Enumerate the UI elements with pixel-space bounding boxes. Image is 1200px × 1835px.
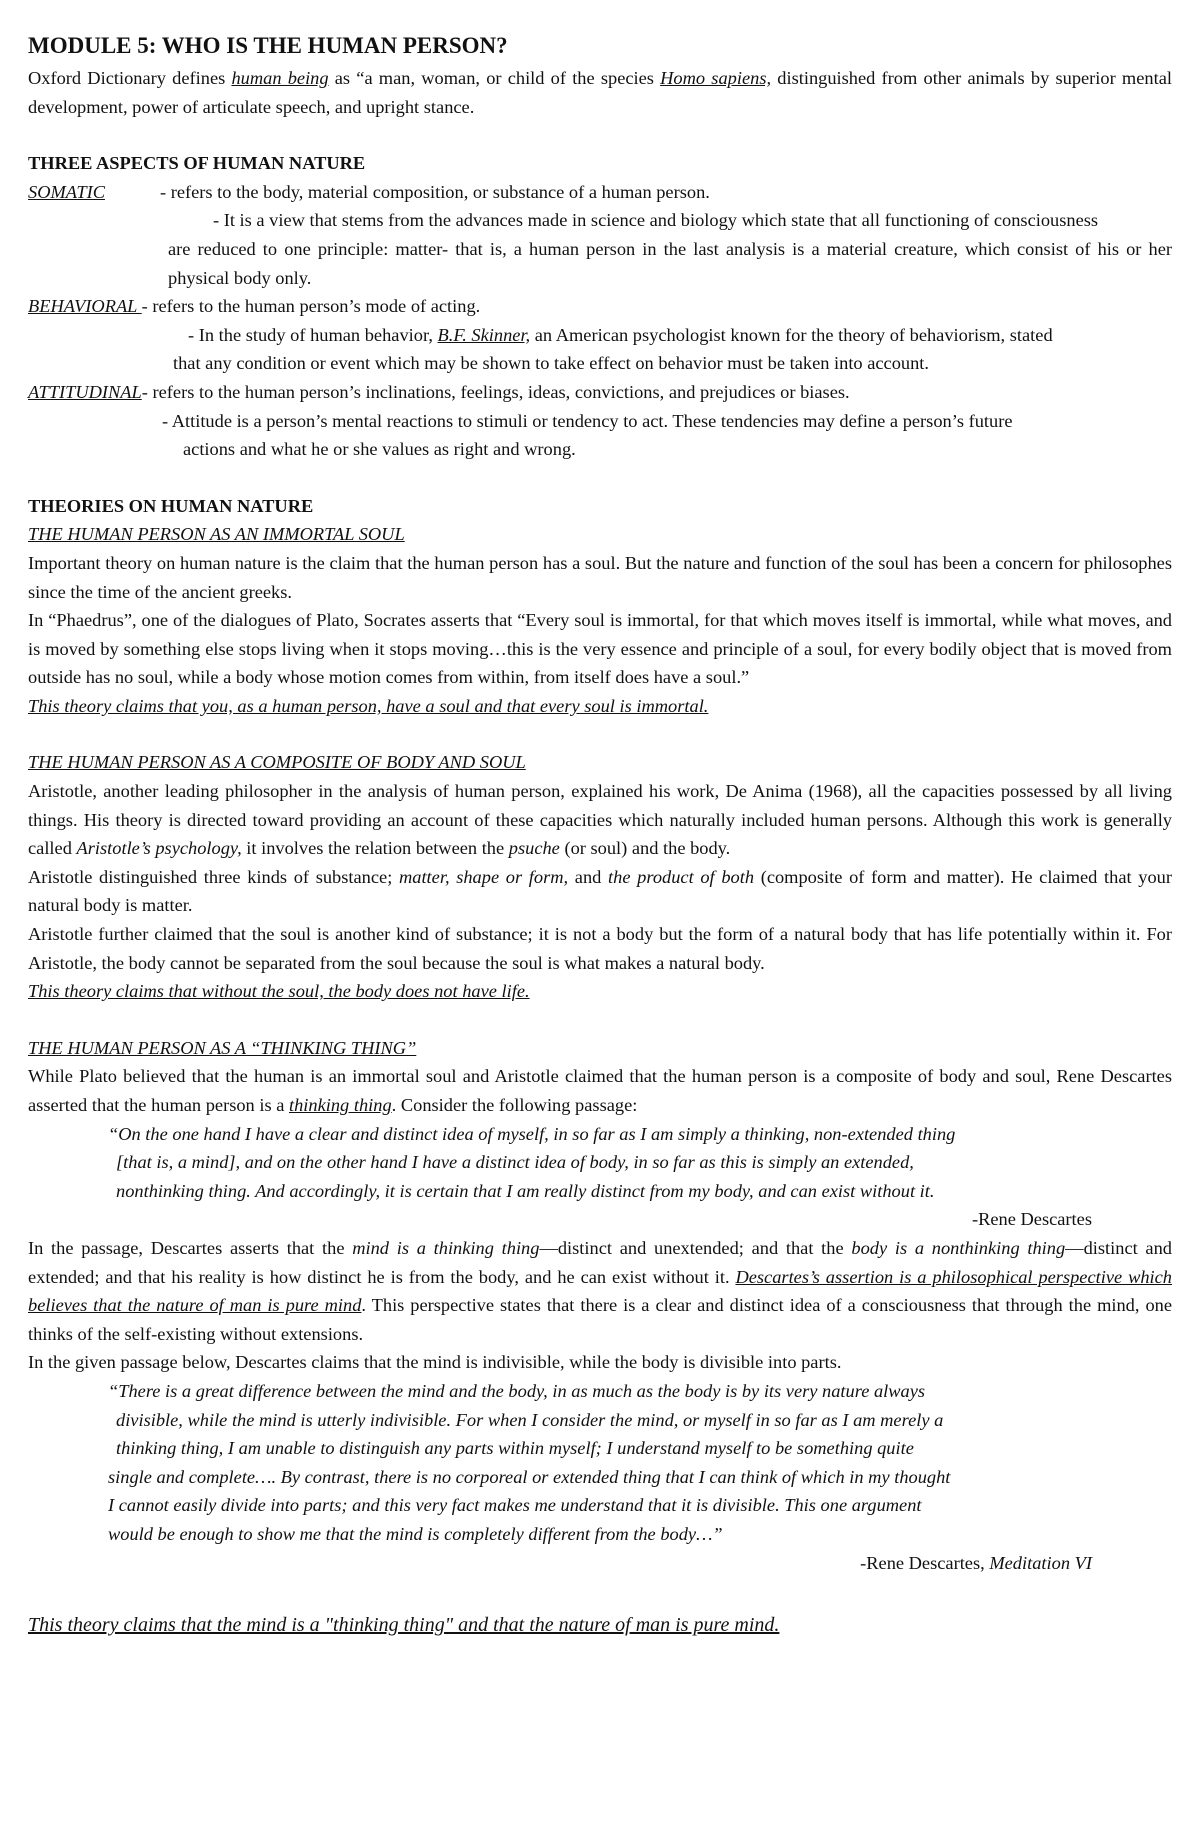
intro-text: as “a man, woman, or child of the species: [328, 68, 661, 88]
quote-2-attribution: [28, 1549, 1172, 1578]
thinking-thing-heading: THE HUMAN PERSON AS A “THINKING THING”: [28, 1037, 417, 1058]
meditation-title: Meditation VI: [989, 1552, 1092, 1573]
psuche-term: psuche: [508, 838, 560, 859]
composite-claim: This theory claims that without the soul, the body does not have life.: [28, 981, 530, 1002]
immortal-soul-paragraph-1: Important theory on human nature is the claim that the human person has a soul. But the nature and function of the soul has been a concern for philosophes since the time of the ancient greeks.: [28, 552, 1172, 602]
product-term: the product of both: [608, 866, 755, 887]
behavioral-term: BEHAVIORAL: [28, 296, 142, 317]
quote-line: would be enough to show me that the mind is completely different from the body…”: [108, 1523, 723, 1544]
thinking-thing-term: thinking thing: [288, 1095, 392, 1115]
thinking-thing-claim: This theory claims that the mind is a "thinking thing" and that the nature of man is pure mind.: [28, 1614, 780, 1637]
behavioral-detail-1: [28, 321, 1172, 350]
definition-text: - refers to the body, material composition, or substance of a human person.: [160, 181, 710, 202]
somatic-definition: [28, 178, 1172, 207]
quote-line: “On the one hand I have a clear and distinct idea of myself, in so far as I am simply a thinking, non-extended thing: [108, 1123, 956, 1144]
module-title: MODULE 5: WHO IS THE HUMAN PERSON?: [28, 33, 508, 58]
detail-text: an American psychologist known for the theory of behaviorism, stated: [530, 324, 1053, 345]
intro-text: Oxford Dictionary defines: [28, 68, 232, 88]
somatic-detail-1: - It is a view that stems from the advances made in science and biology which state that all functioning of consciousness: [213, 210, 1099, 231]
thinking-paragraph-2: [28, 1234, 1172, 1348]
immortal-soul-heading: THE HUMAN PERSON AS AN IMMORTAL SOUL: [28, 524, 405, 545]
mind-term: mind is a thinking thing: [352, 1237, 540, 1258]
skinner-name: B.F. Skinner,: [437, 324, 531, 345]
definition-text: - refers to the human person’s inclinations, feelings, ideas, convictions, and prejudices or biases.: [141, 381, 850, 402]
paragraph-text: . This perspective states that there is a clear and distinct idea of a consciousness that through the mind, one thinks of the self-existing without extensions.: [28, 1295, 1172, 1344]
behavioral-detail-2: that any condition or event which may be shown to take effect on behavior must be taken into account.: [173, 353, 930, 374]
quote-line: [that is, a mind], and on the other hand I have a distinct idea of body, in so far as this is simply an extended,: [116, 1152, 914, 1173]
composite-paragraph-1: [28, 777, 1172, 863]
paragraph-text: Aristotle distinguished three kinds of substance;: [28, 866, 399, 887]
intro-text: distinguished from other animals by superior mental development, power of articulate speech, and upright stance.: [28, 68, 1172, 117]
somatic-term: SOMATIC: [28, 181, 105, 202]
thinking-paragraph-1: [28, 1062, 1172, 1119]
descartes-quote-1: [28, 1120, 1172, 1206]
quote-line: I cannot easily divide into parts; and this very fact makes me understand that it is divisible. This one argument: [108, 1495, 922, 1516]
substance-terms: matter, shape or form,: [398, 866, 569, 887]
attitudinal-detail-2: actions and what he or she values as right and wrong.: [183, 439, 576, 460]
immortal-soul-paragraph-2: In “Phaedrus”, one of the dialogues of Plato, Socrates asserts that “Every soul is immortal, for that which moves itself is immortal, while what moves, and is moved by something else stops living when it stops moving…this is the very essence and principle of a soul, for every bodily object that is moved from outside has no soul, while a body whose motion comes from within, from itself does have a soul.”: [28, 610, 1172, 688]
attitudinal-term: ATTITUDINAL: [28, 381, 142, 402]
attribution-text: -Rene Descartes,: [860, 1552, 990, 1573]
intro-paragraph: [28, 64, 1172, 121]
aristotle-psychology-term: Aristotle’s psychology,: [76, 838, 242, 859]
descartes-quote-2: [28, 1377, 1172, 1549]
aspects-heading: THREE ASPECTS OF HUMAN NATURE: [28, 153, 366, 174]
somatic-detail-2: are reduced to one principle: matter- that is, a human person in the last analysis is a material creature, which consist of his or her physical body only.: [168, 238, 1172, 288]
paragraph-text: (composite of form and matter). He claimed that your natural body is matter.: [28, 866, 1172, 916]
attitudinal-definition: [28, 378, 1172, 407]
composite-heading: THE HUMAN PERSON AS A COMPOSITE OF BODY AND SOUL: [28, 752, 526, 773]
paragraph-text: In the passage, Descartes asserts that the: [28, 1237, 353, 1258]
definition-text: - refers to the human person’s mode of acting.: [141, 296, 481, 317]
theories-heading: THEORIES ON HUMAN NATURE: [28, 495, 314, 516]
paragraph-text: —distinct and unextended; and that the: [539, 1237, 852, 1258]
attitudinal-detail-1: - Attitude is a person’s mental reactions to stimuli or tendency to act. These tendencies may define a person’s future: [162, 410, 1013, 431]
quote-line: single and complete…. By contrast, there is no corporeal or extended thing that I can think of which in my thought: [108, 1466, 951, 1487]
composite-paragraph-3: Aristotle further claimed that the soul is another kind of substance; it is not a body but the form of a natural body that has life potentially within it. For Aristotle, the body cannot be separated from the soul because the soul is what makes a natural body.: [28, 924, 1172, 973]
homo-sapiens-term: Homo sapiens,: [660, 68, 772, 88]
behavioral-definition: [28, 292, 1172, 321]
paragraph-text: —distinct and extended; and that his reality is how distinct he is from the body, and he can exist without it.: [28, 1237, 1172, 1287]
thinking-paragraph-3: In the given passage below, Descartes claims that the mind is indivisible, while the body is divisible into parts.: [28, 1352, 842, 1373]
paragraph-text: While Plato believed that the human is an immortal soul and Aristotle claimed that the human person is a composite of body and soul, Rene Descartes asserted that the human person is a: [28, 1066, 1172, 1115]
detail-text: - In the study of human behavior,: [188, 324, 438, 345]
quote-1-attribution: -Rene Descartes: [972, 1209, 1092, 1230]
quote-line: thinking thing, I am unable to distinguish any parts within myself; I understand myself to be something quite: [116, 1438, 914, 1459]
immortal-soul-claim: This theory claims that you, as a human person, have a soul and that every soul is immortal.: [28, 695, 709, 716]
body-term: body is a nonthinking thing: [851, 1237, 1066, 1258]
descartes-assertion: Descartes’s assertion is a philosophical perspective which believes that the nature of man is pure mind: [28, 1266, 1172, 1316]
paragraph-text: Aristotle, another leading philosopher in the analysis of human person, explained his work, De Anima (1968), all the capacities possessed by all living things. His theory is directed toward providing an account of these capacities which naturally included human persons. Although this work is generally called: [28, 781, 1172, 859]
quote-line: divisible, while the mind is utterly indivisible. For when I consider the mind, or myself in so far as I am merely a: [116, 1409, 944, 1430]
human-being-term: human being: [231, 68, 329, 88]
paragraph-text: (or soul) and the body.: [559, 838, 731, 859]
paragraph-text: . Consider the following passage:: [391, 1095, 638, 1115]
quote-line: nonthinking thing. And accordingly, it is certain that I am really distinct from my body, and can exist without it.: [116, 1180, 935, 1201]
composite-paragraph-2: [28, 863, 1172, 920]
quote-line: “There is a great difference between the mind and the body, in as much as the body is by its very nature always: [108, 1380, 926, 1401]
paragraph-text: and: [568, 866, 609, 887]
paragraph-text: it involves the relation between the: [241, 838, 509, 859]
